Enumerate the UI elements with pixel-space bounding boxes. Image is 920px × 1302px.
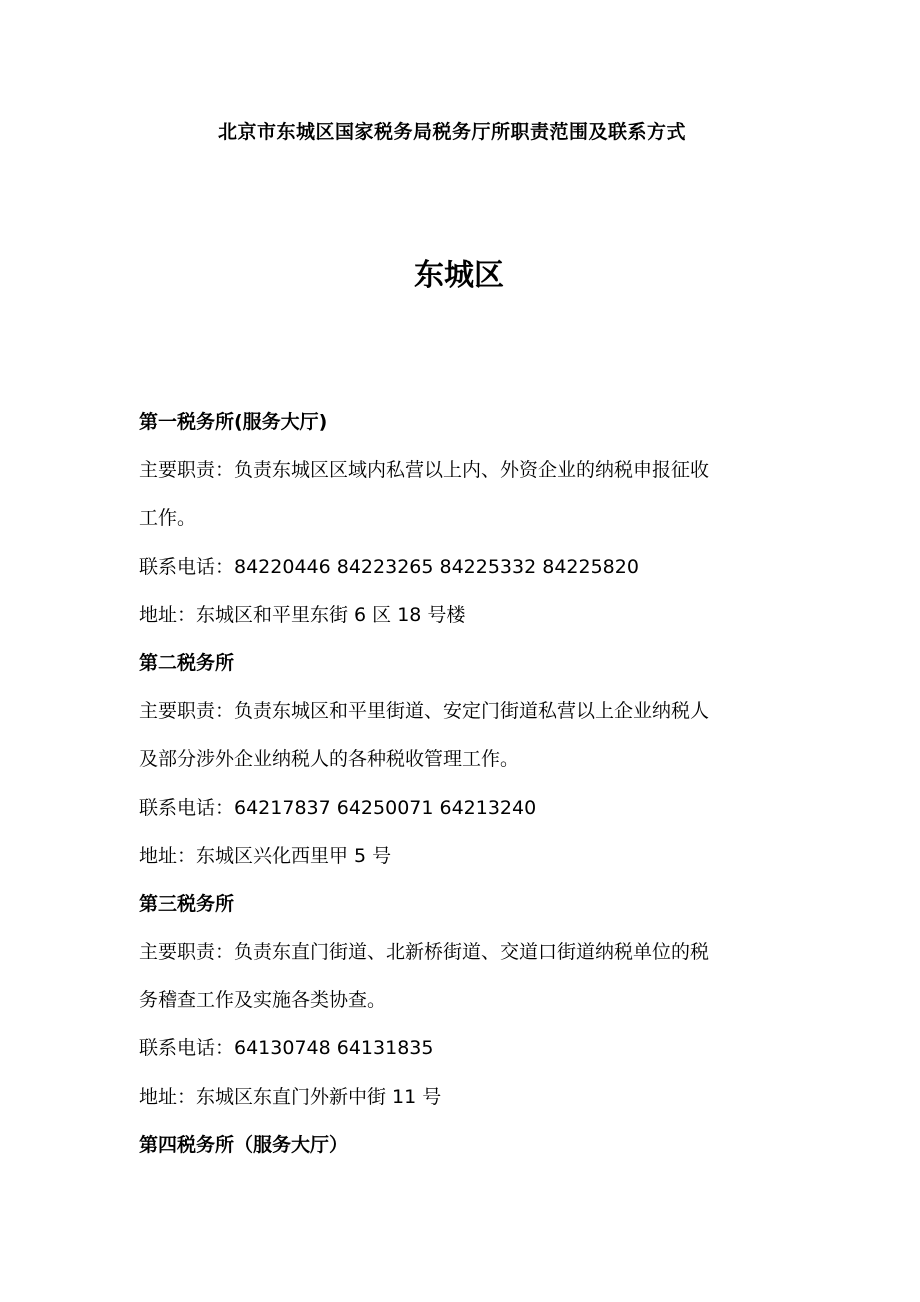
section-heading: 第二税务所 bbox=[139, 651, 235, 674]
address-text: 地址：东城区东直门外新中街 11 号 bbox=[139, 1085, 442, 1108]
section-office-3 bbox=[139, 880, 789, 1121]
phone-text: 联系电话：64130748 64131835 bbox=[139, 1037, 434, 1060]
phone-text: 联系电话：84220446 84223265 84225332 84225820 bbox=[139, 555, 639, 578]
section-heading: 第四税务所（服务大厅） bbox=[139, 1133, 349, 1156]
address-text: 地址：东城区和平里东街 6 区 18 号楼 bbox=[139, 603, 466, 626]
phone-text: 联系电话：64217837 64250071 64213240 bbox=[139, 796, 537, 819]
duty-text-line-1: 主要职责：负责东城区和平里街道、安定门街道私营以上企业纳税人 bbox=[139, 700, 710, 723]
duty-text-line-1: 主要职责：负责东城区区域内私营以上内、外资企业的纳税申报征收 bbox=[139, 459, 710, 482]
section-office-1 bbox=[139, 398, 789, 639]
section-heading: 第一税务所(服务大厅) bbox=[139, 411, 328, 433]
section-office-2 bbox=[139, 639, 789, 880]
duty-text-line-2: 工作。 bbox=[139, 507, 197, 530]
document-body bbox=[139, 398, 789, 1169]
document-title: 北京市东城区国家税务局税务厅所职责范围及联系方式 bbox=[217, 121, 686, 143]
duty-text-line-2: 及部分涉外企业纳税人的各种税收管理工作。 bbox=[139, 748, 520, 771]
address-text: 地址：东城区兴化西里甲 5 号 bbox=[139, 844, 392, 867]
duty-text-line-2: 务稽查工作及实施各类协查。 bbox=[139, 989, 387, 1012]
section-office-4 bbox=[139, 1121, 789, 1169]
duty-text-line-1: 主要职责：负责东直门街道、北新桥街道、交道口街道纳税单位的税 bbox=[139, 941, 710, 964]
section-heading: 第三税务所 bbox=[139, 892, 235, 915]
district-title: 东城区 bbox=[414, 258, 504, 293]
